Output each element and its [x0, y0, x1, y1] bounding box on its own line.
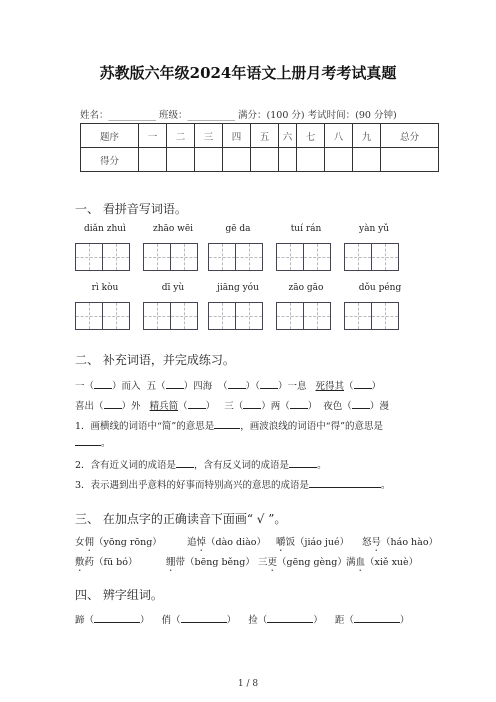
- idiom-text: 一（: [75, 381, 95, 392]
- item-text: （gēng gèng）: [277, 557, 347, 568]
- writing-box[interactable]: [75, 302, 130, 330]
- score-cell[interactable]: [279, 148, 297, 172]
- dotted-char: 佣: [84, 537, 95, 548]
- idiom-text: ）四海: [183, 381, 213, 392]
- item-text: （yōng rōng）: [94, 537, 162, 548]
- pronunciation-item[interactable]: [166, 554, 255, 574]
- page-title: 苏教版六年级2024年语文上册月考考试真题: [99, 64, 397, 82]
- question-text: 。: [381, 480, 391, 491]
- idiom-text: ）漫: [369, 401, 389, 412]
- char-text: ）: [399, 615, 410, 626]
- dotted-char: 悼: [196, 537, 207, 548]
- answer-blank[interactable]: [289, 457, 317, 468]
- item-text: 女: [75, 537, 85, 548]
- pinyin-label: dī yù: [161, 283, 185, 293]
- idiom-text: （: [218, 381, 228, 392]
- pinyin-label: yàn yǔ: [359, 224, 389, 234]
- answer-blank[interactable]: [267, 612, 313, 623]
- item-text: （háo hào）: [381, 537, 439, 548]
- answer-blank[interactable]: [354, 378, 372, 389]
- item-text: 追: [187, 537, 197, 548]
- char-text: ）: [313, 615, 323, 626]
- pronunciation-item[interactable]: [276, 534, 349, 554]
- idiom-text-underlined: 死得其: [315, 381, 345, 392]
- idiom-text: 五（: [146, 381, 166, 392]
- writing-box[interactable]: [75, 243, 130, 271]
- char-text: ）: [226, 615, 237, 626]
- answer-blank[interactable]: [260, 378, 278, 389]
- table-header-cell: 三: [195, 124, 223, 148]
- score-cell[interactable]: [223, 148, 251, 172]
- question-text: 3．表示遇到出乎意料的好事而特别高兴的意思的成语是: [75, 480, 310, 491]
- idiom-text-underlined: 精兵简: [149, 401, 179, 412]
- score-cell[interactable]: [167, 148, 195, 172]
- question-1-cont: [75, 435, 111, 449]
- pronunciation-item[interactable]: [187, 534, 266, 554]
- writing-box[interactable]: [344, 302, 399, 330]
- pinyin-label: tuí rán: [290, 224, 322, 234]
- question-text: 2．含有近义词的成语是: [75, 460, 177, 471]
- pronunciation-item[interactable]: [346, 554, 418, 574]
- idiom-line-2: [75, 398, 389, 412]
- answer-blank[interactable]: [181, 612, 227, 623]
- idiom-line-1: [75, 378, 381, 392]
- question-2: [75, 457, 327, 471]
- writing-box[interactable]: [276, 243, 331, 271]
- score-cell[interactable]: [297, 148, 325, 172]
- writing-box[interactable]: [208, 302, 263, 330]
- idiom-text: ）两（: [261, 401, 290, 412]
- table-row-label: 得分: [81, 148, 139, 172]
- item-text: 饭（jiáo jué）: [285, 537, 350, 548]
- idiom-text: ）: [371, 381, 382, 392]
- answer-blank[interactable]: [75, 435, 101, 446]
- question-text: ，画波浪线的词语中“得”的意思是: [240, 421, 383, 432]
- section-heading-4: 四、 辨字组词。: [75, 588, 163, 602]
- answer-blank[interactable]: [94, 612, 140, 623]
- item-text: （dào diào）: [206, 537, 267, 548]
- char-text: 捡（: [248, 615, 268, 626]
- answer-blank[interactable]: [166, 378, 184, 389]
- score-table: [80, 123, 439, 172]
- table-header-cell: 六: [279, 124, 297, 148]
- char-text: ）: [140, 615, 150, 626]
- table-header-cell: 五: [251, 124, 279, 148]
- section-heading-3: 三、 在加点字的正确读音下面画“ √ ”。: [75, 512, 287, 526]
- question-text: 。: [101, 438, 111, 449]
- score-cell[interactable]: [353, 148, 381, 172]
- writing-box[interactable]: [276, 302, 331, 330]
- table-header-cell: 四: [223, 124, 251, 148]
- idiom-text: （: [344, 381, 354, 392]
- item-text: 怒: [362, 537, 372, 548]
- answer-blank[interactable]: [354, 612, 400, 623]
- pinyin-label: zhāo wēi: [152, 224, 194, 234]
- score-cell[interactable]: [195, 148, 223, 172]
- table-header-cell: 题序: [81, 124, 139, 148]
- table-header-cell: 九: [353, 124, 381, 148]
- section-heading-2: 二、 补充词语，并完成练习。: [75, 353, 235, 367]
- answer-blank[interactable]: [94, 378, 112, 389]
- question-text: 。: [317, 460, 327, 471]
- item-text: 满: [346, 557, 356, 568]
- answer-blank[interactable]: [176, 457, 194, 468]
- answer-blank[interactable]: [188, 398, 206, 409]
- answer-blank[interactable]: [243, 398, 261, 409]
- idiom-text: （: [178, 401, 188, 412]
- answer-blank[interactable]: [228, 378, 246, 389]
- table-header-cell: 二: [167, 124, 195, 148]
- dotted-char: 绷: [166, 557, 176, 568]
- idiom-text: ）: [307, 401, 318, 412]
- word-group-line: [75, 612, 409, 626]
- score-table-row: [81, 148, 439, 172]
- idiom-text: ）一息: [277, 381, 307, 392]
- writing-box[interactable]: [208, 243, 263, 271]
- item-text: 三: [258, 557, 268, 568]
- score-cell[interactable]: [381, 148, 439, 172]
- pronunciation-item[interactable]: [75, 534, 162, 554]
- page-number: 1 / 8: [237, 679, 259, 689]
- dotted-char: 嚼: [276, 537, 286, 548]
- answer-blank[interactable]: [309, 477, 381, 488]
- pronunciation-item[interactable]: [362, 534, 438, 554]
- pronunciation-item[interactable]: [258, 554, 347, 574]
- pronunciation-item[interactable]: [75, 554, 137, 574]
- idiom-text: ）外: [121, 401, 141, 412]
- idiom-text: ）而入: [112, 381, 141, 392]
- writing-box[interactable]: [344, 243, 399, 271]
- table-header-cell: 八: [325, 124, 353, 148]
- pinyin-label: zāo gāo: [288, 283, 324, 293]
- question-1: [75, 418, 383, 432]
- writing-box[interactable]: [143, 302, 198, 330]
- question-text: ，含有反义词的成语是: [194, 460, 290, 471]
- score-cell[interactable]: [139, 148, 167, 172]
- item-text: 药（fū bó）: [84, 557, 138, 568]
- char-text: 距（: [334, 615, 354, 626]
- answer-blank[interactable]: [104, 398, 122, 409]
- answer-blank[interactable]: [352, 398, 370, 409]
- question-text: 1．画横线的词语中“简”的意思是: [75, 421, 215, 432]
- idiom-text: 夜色（: [323, 401, 352, 412]
- pinyin-label: dǒu péng: [358, 283, 402, 293]
- score-cell[interactable]: [251, 148, 279, 172]
- dotted-char: 更: [267, 557, 278, 568]
- answer-blank[interactable]: [214, 418, 240, 429]
- dotted-char: 血: [355, 557, 366, 568]
- dotted-char: 号: [371, 537, 382, 548]
- dotted-char: 敷: [75, 557, 85, 568]
- score-table-header-row: [81, 124, 439, 148]
- answer-blank[interactable]: [290, 398, 308, 409]
- idiom-text: 三（: [224, 401, 244, 412]
- table-header-cell: 总分: [381, 124, 439, 148]
- section-heading-1: 一、 看拼音写词语。: [75, 202, 187, 216]
- pinyin-label: gē da: [225, 224, 251, 234]
- idiom-text: 喜出（: [75, 401, 104, 412]
- pinyin-label: jiāng yóu: [217, 283, 259, 293]
- writing-box[interactable]: [143, 243, 198, 271]
- score-cell[interactable]: [325, 148, 353, 172]
- table-header-cell: 七: [297, 124, 325, 148]
- pinyin-label: diǎn zhuì: [84, 224, 126, 234]
- char-text: 蹄（: [75, 615, 95, 626]
- item-text: （xiě xuè）: [365, 557, 419, 568]
- idiom-text: ）（: [245, 381, 260, 392]
- pinyin-label: rì kòu: [91, 283, 119, 293]
- idiom-text: ）: [205, 401, 216, 412]
- char-text: 俏（: [161, 615, 181, 626]
- question-3: [75, 477, 391, 491]
- item-text: 带（bēng běng）: [175, 557, 255, 568]
- student-info-line: 姓名：__________ 班级：__________ 满分：(100 分) 考试时间：(90 分钟): [80, 110, 397, 121]
- table-header-cell: 一: [139, 124, 167, 148]
